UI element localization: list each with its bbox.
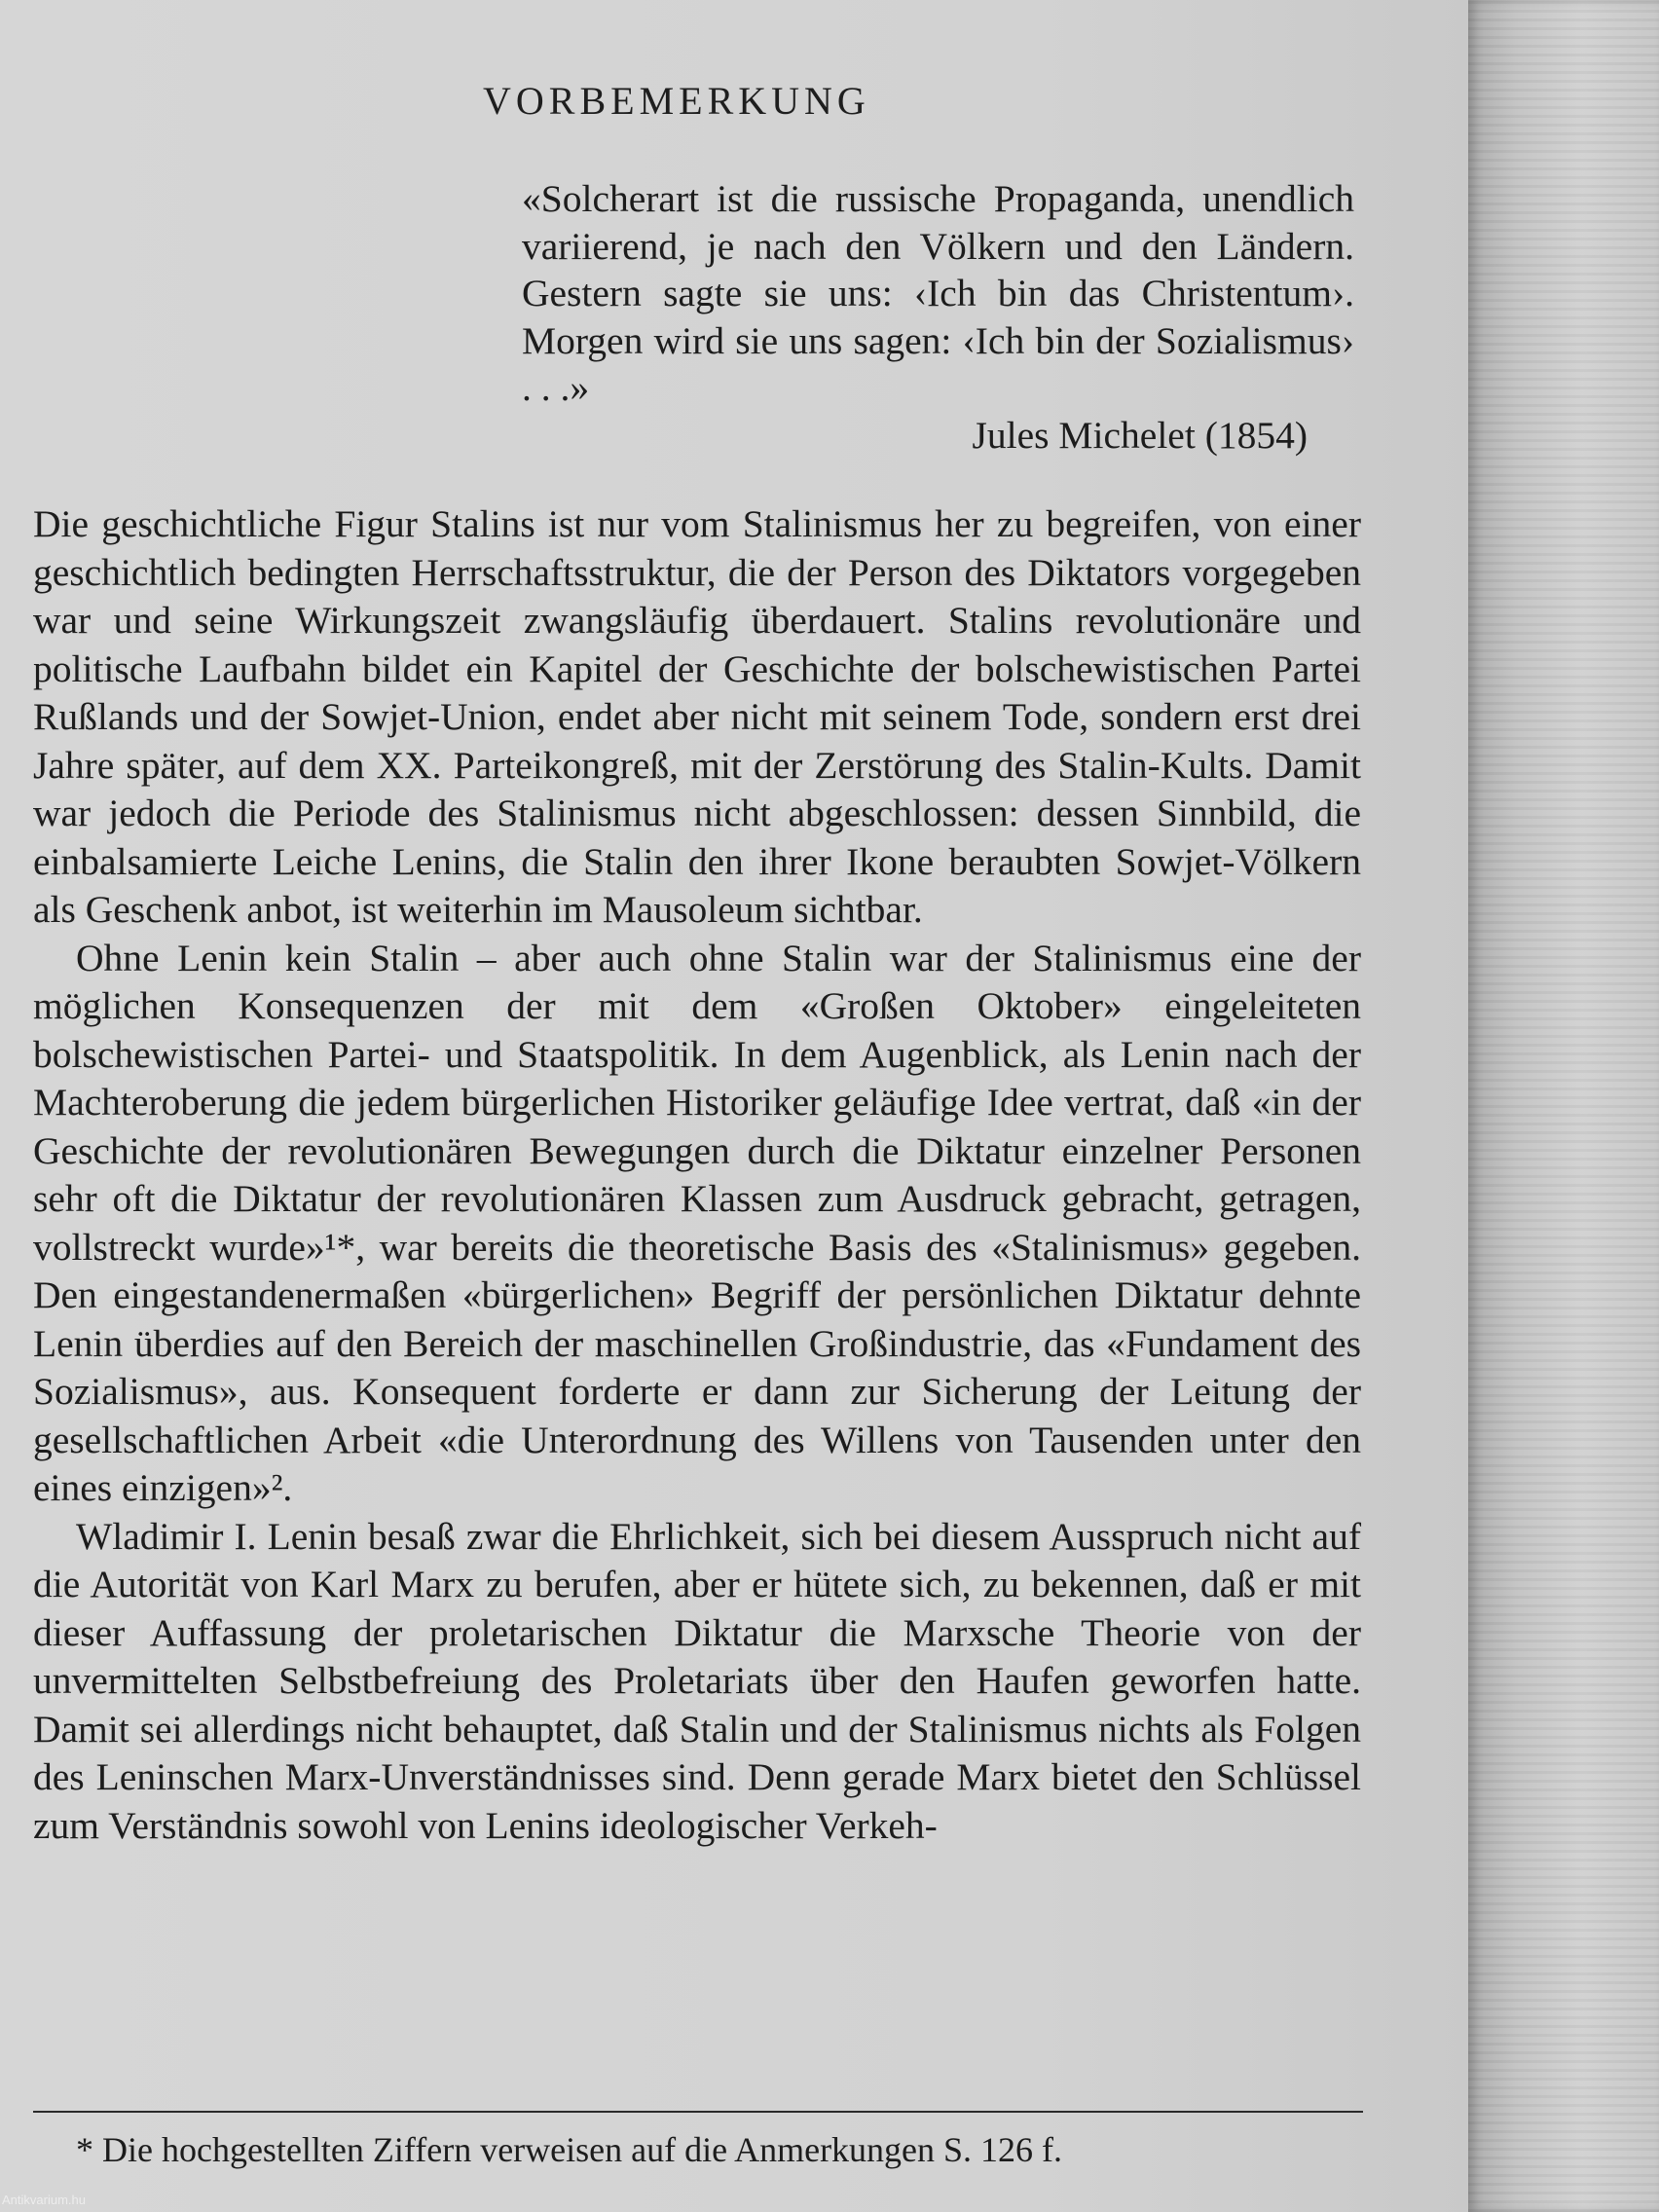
page-heading: VORBEMERKUNG — [483, 79, 870, 123]
watermark: Antikvarium.hu — [2, 2193, 86, 2207]
epigraph — [522, 175, 1354, 459]
main-text — [33, 500, 1361, 1850]
footnote: * Die hochgestellten Ziffern verweisen auf die Anmerkungen S. 126 f. — [76, 2130, 1063, 2169]
paragraph-2: Ohne Lenin kein Stalin – aber auch ohne Stalin war der Stalinismus eine der möglichen Konsequenzen der mit dem «Großen Oktober» eingeleiteten bolschewistischen Partei- und Staatspolitik. In dem Augenblick, als Lenin nach der Machteroberung die jedem bürgerlichen Historiker geläufige Idee vertrat, daß «in der Geschichte der revolutionären Bewegungen durch die Diktatur einzelner Personen sehr oft die Diktatur der revolutionären Klassen zum Ausdruck gebracht, getragen, vollstreckt wurde»¹*, war bereits die theoretische Basis des «Stalinismus» gegeben. Den eingestandenermaßen «bürgerlichen» Begriff der persönlichen Diktatur dehnte Lenin überdies auf den Bereich der maschinellen Großindustrie, das «Fundament des Sozialismus», aus. Konsequent forderte er dann zur Sicherung der Leitung der gesellschaftlichen Arbeit «die Unterordnung des Willens von Tausenden unter den eines einzigen»². — [33, 936, 1361, 1509]
paragraph-1: Die geschichtliche Figur Stalins ist nur vom Stalinismus her zu begreifen, von einer geschichtlich bedingten Herrschaftsstruktur, die der Person des Diktators vorgegeben war und seine Wirkungszeit zwangsläufig überdauert. Stalins revolutionäre und politische Laufbahn bildet ein Kapitel der Geschichte der bolschewistischen Partei Rußlands und der Sowjet-Union, endet aber nicht mit seinem Tode, sondern erst drei Jahre später, auf dem XX. Parteikongreß, mit der Zerstörung des Stalin-Kults. Damit war jedoch die Periode des Stalinismus nicht abgeschlossen: dessen Sinnbild, die einbalsamierte Leiche Lenins, die Stalin den ihrer Ikone beraubten Sowjet-Völkern als Geschenk anbot, ist weiterhin im Mausoleum sichtbar. — [33, 502, 1361, 931]
paragraph-3: Wladimir I. Lenin besaß zwar die Ehrlichkeit, sich bei diesem Ausspruch nicht auf die Autorität von Karl Marx zu berufen, aber er hütete sich, zu bekennen, daß er mit dieser Auffassung der proletarischen Diktatur die Marxsche Theorie von der unvermittelten Selbstbefreiung des Proletariats über den Haufen geworfen hatte. Damit sei allerdings nicht behauptet, daß Stalin und der Stalinismus nichts als Folgen des Leninschen Marx-Unverständnisses sind. Denn gerade Marx bietet den Schlüssel zum Verständnis sowohl von Lenins ideologischer Verkeh- — [33, 1514, 1361, 1847]
epigraph-attribution: Jules Michelet (1854) — [972, 413, 1308, 457]
footnote-rule — [33, 2111, 1363, 2113]
epigraph-quote: «Solcherart ist die russische Propaganda, unendlich variierend, je nach den Völkern und den Ländern. Gestern sagte sie uns: ‹Ich bin das Christentum›. Morgen wird sie uns sagen: ‹Ich bin der Sozialismus› . . .» — [522, 177, 1354, 409]
page-stack-edge — [1468, 0, 1659, 2212]
